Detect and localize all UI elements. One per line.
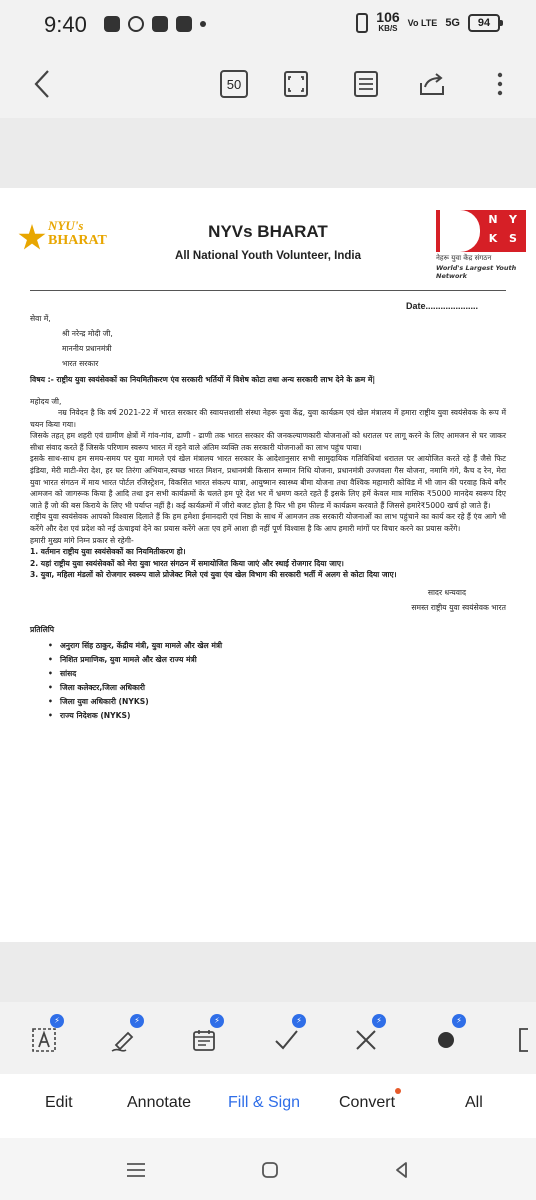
system-indicators: [356, 9, 500, 34]
demand-item: 3. युवा, महिला मंडलों को रोजगार स्वरूप वाले प्रोजेक्ट मिले एवं युवा एंव खेल विभाग की सरकारी भर्ती में अलग से कोटा दिया जाए।: [30, 570, 397, 580]
document-viewer[interactable]: [0, 118, 536, 1002]
divider: [30, 290, 506, 291]
text-box-tool[interactable]: [24, 1016, 64, 1060]
tab-fill-sign[interactable]: Fill & Sign: [228, 1094, 301, 1111]
battery-icon: 94: [468, 14, 500, 32]
home-icon: [260, 1160, 280, 1180]
list-item: • अनुराग सिंह ठाकुर, केंद्रीय मंत्री, युवा मामले और खेल मंत्री: [48, 639, 506, 653]
more-notifications-icon: [200, 21, 206, 27]
premium-badge-icon: ⚡: [452, 1014, 466, 1028]
letterhead: [30, 188, 517, 288]
nyus-bharat-logo: NYU's BHARAT: [18, 218, 118, 262]
list-item: • जिला युवा अधिकारी (NYKS): [48, 695, 506, 709]
snapchat-icon: [104, 16, 120, 32]
bottom-tab-bar: [0, 1074, 536, 1138]
premium-badge-icon: ⚡: [210, 1014, 224, 1028]
tab-edit[interactable]: Edit: [45, 1094, 73, 1111]
home-button[interactable]: [258, 1158, 282, 1182]
network-speed: 106 KB/S: [376, 9, 400, 33]
organization-title: NYVs BHARAT: [208, 222, 328, 241]
paragraph: राष्ट्रीय युवा स्वयंसेवक आपको विश्वास दिलाते हैं कि हम हमेशा ईमानदारी एवं निष्ठा के साथ में आमजन तक सरकारी योजनाओं का लाभ पहुंचाने का कार्य कर रहे हैं एंव आगे भी करेंगे और देश एवं प्रदेश को नई ऊंचाइयां देने का प्रयास करेंगे अतः एव हमें आशा ही नहीं पूर्ण विश्वास है कि आप हमारी मांगों पर विचार करने का प्रयास करेंगे।: [30, 512, 506, 533]
paragraph: हमारी मुख्य मांगे निम्न प्रकार से रहेगी-: [30, 535, 134, 545]
premium-badge-icon: ⚡: [50, 1014, 64, 1028]
reading-mode-button[interactable]: [346, 64, 386, 104]
line-tool[interactable]: [504, 1020, 536, 1060]
addressee-block: सेवा में, श्री नरेन्द्र मोदी जी, माननीय प्रधानमंत्री भारत सरकार: [30, 314, 113, 368]
signature-tool[interactable]: [104, 1016, 144, 1060]
cross-icon: [354, 1028, 378, 1052]
notification-dot-icon: [395, 1088, 401, 1094]
dot-icon: [436, 1030, 456, 1050]
more-options-button[interactable]: [480, 64, 520, 104]
cc-title: प्रतिलिपि: [30, 624, 55, 634]
back-triangle-icon: [392, 1160, 412, 1180]
tab-all[interactable]: All: [465, 1094, 483, 1111]
demand-item: 1. वर्तमान राष्ट्रीय युवा स्वयंसेवकों का नियमितीकरण हो।: [30, 547, 186, 557]
page-count: 50: [220, 70, 248, 98]
system-navigation-bar: [0, 1138, 536, 1200]
chevron-left-icon: [32, 69, 52, 99]
pen-signature-icon: [110, 1027, 138, 1053]
demands-list: [30, 546, 506, 581]
premium-badge-icon: ⚡: [372, 1014, 386, 1028]
app-icon: [176, 16, 192, 32]
share-icon: [417, 71, 447, 97]
paragraph: जिसके तहत् हम शहरी एवं ग्रामीण क्षेत्रों में गांव-गांव, ढाणी - ढाणी तक भारत सरकार की जनकल्याणकारी योजनाओं को धरातल पर लागू करने के लिए आमजन से घर जाकर सीधा संवाद करते हैं जिसके परिणाम स्वरूप भारत में रहने वाले अंतिम व्यक्ति तक सरकारी योजनाओं का लाभ पहुंच पाया।: [30, 431, 506, 452]
recent-apps-button[interactable]: [124, 1158, 148, 1182]
letter-body: [30, 407, 506, 546]
closing-block: सादर धन्यवाद समस्त राष्ट्रीय युवा स्वयंसेवक भारत: [411, 587, 506, 612]
cc-list: [30, 639, 506, 723]
vibrate-icon: [356, 13, 368, 33]
calendar-icon: [191, 1027, 217, 1053]
page-count-button[interactable]: [214, 64, 254, 104]
notification-icons: [104, 16, 206, 32]
cross-tool[interactable]: [346, 1016, 386, 1060]
fill-sign-tools: [0, 1002, 536, 1074]
nyks-emblem-icon: [440, 210, 480, 252]
list-item: • निशित प्रमाणिक, युवा मामले और खेल राज्य मंत्री: [48, 653, 506, 667]
demand-item: 2. यहां राष्ट्रीय युवा स्वयंसेवकों को मेरा युवा भारत संगठन में समायोजित किया जाएं और स्थाई रोजगार दिया जाए।: [30, 558, 344, 568]
checkmark-tool[interactable]: [266, 1016, 306, 1060]
tab-annotate[interactable]: Annotate: [127, 1094, 192, 1111]
clock: 9:40: [44, 12, 87, 37]
menu-icon: [125, 1161, 147, 1179]
list-item: • सांसद: [48, 667, 506, 681]
subject-line: विषय :- राष्ट्रीय युवा स्वयंसेवकों का नियमितीकरण एंव सरकारी भर्तियों में विशेष कोटा तथा अन्य सरकारी लाभ देने के क्रम में|: [30, 375, 376, 384]
signal-icon: 5G: [445, 17, 460, 29]
share-button[interactable]: [412, 64, 452, 104]
volte-indicator: Vo LTE: [407, 18, 438, 28]
system-back-button[interactable]: [390, 1158, 414, 1182]
pdf-toolbar: [0, 52, 536, 118]
bracket-icon: [514, 1027, 534, 1053]
premium-badge-icon: ⚡: [130, 1014, 144, 1028]
organization-subtitle: All National Youth Volunteer, India: [175, 250, 361, 262]
dot-tool[interactable]: [426, 1016, 466, 1060]
facebook-icon: [152, 16, 168, 32]
checkmark-icon: [273, 1028, 299, 1052]
document-lines-icon: [353, 70, 379, 98]
premium-badge-icon: ⚡: [292, 1014, 306, 1028]
pdf-page: [0, 188, 536, 942]
list-item: • जिला कलेक्टर,जिला अधिकारी: [48, 681, 506, 695]
fullscreen-icon: [283, 70, 309, 98]
paragraph: नम्र निवेदन है कि वर्ष 2021-22 में भारत सरकार की स्वायत्तशासी संस्था नेहरू युवा केंद्र, युवा कार्यक्रम एवं खेल मंत्रालय में हमारा राष्ट्रीय युवा स्वयंसेवक के रूप में चयन किया गया।: [30, 408, 506, 429]
fit-screen-button[interactable]: [276, 64, 316, 104]
date-tool[interactable]: [184, 1016, 224, 1060]
tab-convert-label: Convert: [339, 1094, 396, 1111]
more-vertical-icon: [497, 71, 503, 97]
text-box-icon: [31, 1027, 57, 1053]
nyks-logo: N Y K S नेहरू युवा केंद्र संगठन World's Largest Youth Network: [436, 210, 528, 276]
list-item: • राज्य निदेशक (NYKS): [48, 709, 506, 723]
paragraph: इसके साथ-साथ हम समय-समय पर युवा मामले एवं खेल मंत्रालय भारत सरकार के आदेशानुसार सभी सामुदायिक गतिविधियां धरातल पर आयोजित करते रहे हैं जैसे फिट इंडिया, मेरी माटी-मेरा देश, हर घर तिरंगा अभियान,स्वच्छ भारत मिशन, प्रधानमंत्री किसान सम्मान निधि योजना, प्रधानमंत्री उज्जवला गैस योजना, नमामि गंगे, कैच द रेन, मेरा युवा भारत संगठन में माय भारत पोर्टल रजिस्ट्रेशन, विकसित भारत संकल्प यात्रा, आयुष्मान स्वास्थ्य बीमा योजना तथा वैश्विक महामारी कोविड में भी जान की परवाह किये बगैर आमजन को जागरूक किया है आदि तथा इन सभी कार्यक्रमों के चलते हम पूरे देश भर में भ्रमण करते रहते हैं इसके लिए हमें केवल मात्र मासिक ₹5000 मानदेय स्वरूप दिए जाते हैं जो की बस किराये के लिए भी पर्याप्त नहीं है। कई कार्यक्रमों में जीरो बजट होता है फिर भी हम फील्ड में कार्यक्रम करवाते हैं जिससे हमारे₹5000 खर्च हो जाते हैं।: [30, 454, 506, 510]
tab-convert[interactable]: [339, 1094, 395, 1112]
status-bar: [0, 0, 536, 52]
salutation: महोदय जी,: [30, 397, 62, 406]
date-field: Date.....................: [405, 301, 478, 311]
whatsapp-icon: [128, 16, 144, 32]
back-button[interactable]: [22, 64, 62, 104]
